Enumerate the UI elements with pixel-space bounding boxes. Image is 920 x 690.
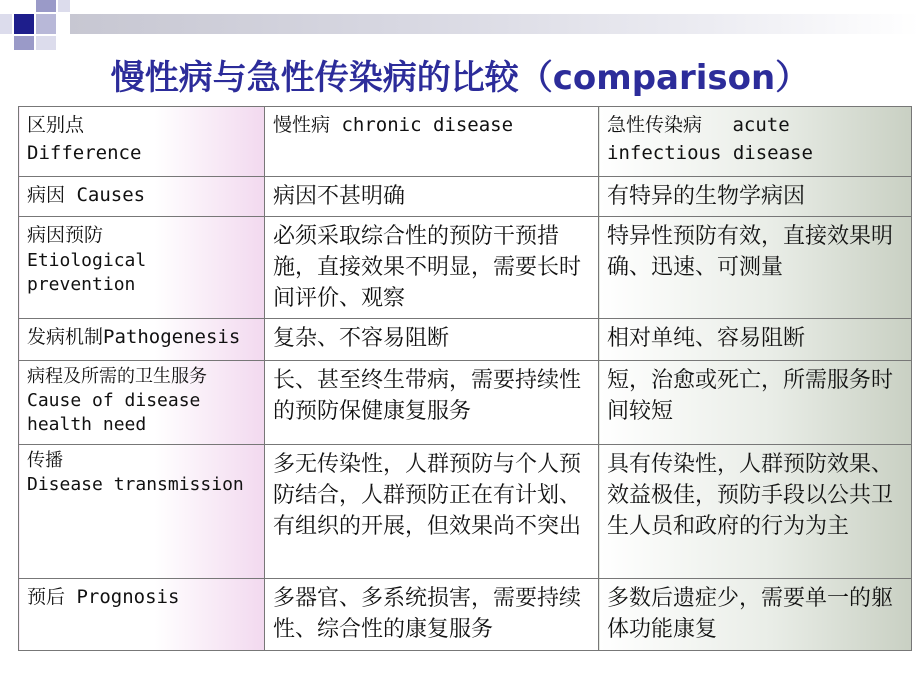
row-label	[19, 579, 265, 651]
table-row	[19, 579, 912, 651]
acute-cell: 有特异的生物学病因	[599, 177, 912, 217]
acute-cell: 相对单纯、容易阻断	[599, 319, 912, 361]
header-acute	[599, 107, 912, 177]
comparison-table	[18, 106, 912, 651]
deco-square	[58, 0, 70, 12]
row-label-zh: 传播	[27, 450, 63, 471]
table-row	[19, 217, 912, 319]
row-label-text: 预后 Prognosis	[27, 586, 180, 608]
row-label-text: 发病机制Pathogenesis	[27, 326, 241, 348]
row-label-en: Disease transmission	[27, 474, 244, 495]
header-acute-line2: infectious disease	[607, 142, 813, 164]
chronic-cell: 多无传染性，人群预防与个人预防结合，人群预防正在有计划、有组织的开展，但效果尚不突出	[265, 445, 599, 579]
chronic-cell: 病因不甚明确	[265, 177, 599, 217]
row-label-en: Cause of disease	[27, 390, 201, 411]
deco-square	[0, 14, 12, 34]
chronic-cell: 多器官、多系统损害，需要持续性、综合性的康复服务	[265, 579, 599, 651]
row-label	[19, 361, 265, 445]
row-label	[19, 177, 265, 217]
top-gradient-bar	[70, 14, 920, 34]
deco-square	[36, 14, 56, 34]
deco-square	[14, 36, 34, 50]
chronic-cell: 长、甚至终生带病，需要持续性的预防保健康复服务	[265, 361, 599, 445]
row-label	[19, 445, 265, 579]
table-row	[19, 319, 912, 361]
table-header-row	[19, 107, 912, 177]
deco-square	[36, 36, 56, 50]
header-difference-zh: 区别点	[27, 114, 85, 136]
row-label	[19, 217, 265, 319]
table-row	[19, 177, 912, 217]
acute-cell: 特异性预防有效，直接效果明确、迅速、可测量	[599, 217, 912, 319]
header-chronic-text: 慢性病 chronic disease	[273, 114, 514, 136]
table-row	[19, 361, 912, 445]
acute-cell: 多数后遗症少，需要单一的躯体功能康复	[599, 579, 912, 651]
table-row	[19, 445, 912, 579]
acute-cell: 具有传染性，人群预防效果、效益极佳，预防手段以公共卫生人员和政府的行为为主	[599, 445, 912, 579]
row-label-text: 病因 Causes	[27, 184, 146, 206]
page-title: 慢性病与急性传染病的比较（comparison）	[110, 58, 810, 98]
row-label	[19, 319, 265, 361]
chronic-cell: 必须采取综合性的预防干预措施，直接效果不明显，需要长时间评价、观察	[265, 217, 599, 319]
header-difference	[19, 107, 265, 177]
header-difference-en: Difference	[27, 142, 142, 164]
chronic-cell: 复杂、不容易阻断	[265, 319, 599, 361]
deco-square	[36, 0, 56, 12]
header-chronic	[265, 107, 599, 177]
header-acute-line1: 急性传染病 acute	[607, 114, 790, 136]
row-label-zh: 病程及所需的卫生服务	[27, 366, 207, 387]
row-label-zh: 病因预防	[27, 224, 104, 246]
row-label-en: Etiological prevention	[27, 250, 147, 295]
acute-cell: 短，治愈或死亡，所需服务时间较短	[599, 361, 912, 445]
deco-square	[14, 14, 34, 34]
row-label-en: health need	[27, 414, 147, 435]
